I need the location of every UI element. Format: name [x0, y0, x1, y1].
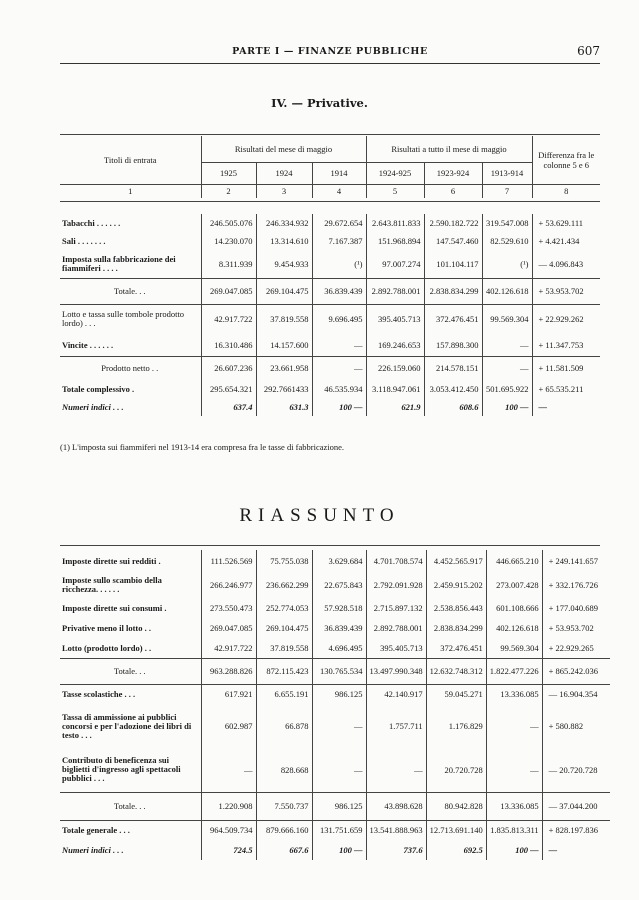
group-cumulative: Risultati a tutto il mese di maggio [366, 136, 532, 162]
value-cell: 1.176.829 [426, 704, 486, 748]
col-number: 6 [424, 184, 482, 198]
value-cell: 4.452.565.917 [426, 550, 486, 572]
value-cell: 872.115.423 [256, 658, 312, 684]
value-cell: 2.590.182.722 [424, 214, 482, 232]
difference-cell: — [542, 840, 610, 860]
col-number: 8 [532, 184, 600, 198]
difference-cell: — 20.720.728 [542, 748, 610, 792]
value-cell: 236.662.299 [256, 572, 312, 598]
value-cell: 986.125 [312, 684, 366, 704]
value-cell: 963.288.826 [201, 658, 256, 684]
value-cell: 608.6 [424, 398, 482, 416]
table-row [60, 820, 610, 840]
value-cell: 252.774.053 [256, 598, 312, 618]
table-row [60, 840, 610, 860]
value-cell: 1.822.477.226 [486, 658, 542, 684]
value-cell: 97.007.274 [366, 250, 424, 278]
difference-cell: + 22.929.265 [542, 638, 610, 658]
value-cell: 292.7661433 [256, 380, 312, 398]
value-cell: 82.529.610 [482, 232, 532, 250]
col-difference: Differenza fra le colonne 5 e 6 [532, 136, 600, 184]
value-cell: 667.6 [256, 840, 312, 860]
value-cell: 101.104.117 [424, 250, 482, 278]
col-number: 3 [256, 184, 312, 198]
value-cell: 879.666.160 [256, 820, 312, 840]
value-cell: 2.715.897.132 [366, 598, 426, 618]
value-cell: 7.550.737 [256, 792, 312, 820]
value-cell: 1.220.908 [201, 792, 256, 820]
row-label: Privative meno il lotto . . [62, 623, 151, 633]
value-cell: 100 — [312, 840, 366, 860]
privative-table [60, 214, 600, 416]
value-cell: — [312, 334, 366, 356]
value-cell: 59.045.271 [426, 684, 486, 704]
value-cell: 42.917.722 [201, 638, 256, 658]
value-cell: 402.126.618 [486, 618, 542, 638]
value-cell: — [312, 356, 366, 380]
value-cell: 147.547.460 [424, 232, 482, 250]
value-cell: 214.578.151 [424, 356, 482, 380]
value-cell: 3.118.947.061 [366, 380, 424, 398]
table-row [60, 278, 600, 304]
value-cell: (¹) [482, 250, 532, 278]
row-label: Tassa di ammissione ai pubblici concorsi e per l'adozione dei libri di testo . . . [62, 711, 192, 740]
value-cell: 16.310.486 [201, 334, 256, 356]
row-label: Lotto e tassa sulle tombole prodotto lordo) . . . [60, 304, 201, 334]
difference-cell: + 11.347.753 [532, 334, 600, 356]
value-cell: 226.159.060 [366, 356, 424, 380]
value-cell: 12.713.691.140 [426, 820, 486, 840]
table-row [60, 598, 610, 618]
value-cell: 13.497.990.348 [366, 658, 426, 684]
value-cell: 100 — [312, 398, 366, 416]
value-cell: — [312, 748, 366, 792]
year-head: 1924 [256, 162, 312, 184]
value-cell: 75.755.038 [256, 550, 312, 572]
value-cell: 372.476.451 [424, 304, 482, 334]
year-head: 1913-914 [482, 162, 532, 184]
value-cell: 446.665.210 [486, 550, 542, 572]
difference-cell: + 53.629.111 [532, 214, 600, 232]
difference-cell: — 4.096.843 [532, 250, 600, 278]
value-cell: 621.9 [366, 398, 424, 416]
riassunto-table [60, 550, 610, 860]
value-cell: 13.336.085 [486, 684, 542, 704]
value-cell: 100 — [482, 398, 532, 416]
value-cell: 395.405.713 [366, 638, 426, 658]
value-cell: 13.314.610 [256, 232, 312, 250]
row-label: Totale complessivo . [62, 384, 135, 394]
year-head: 1925 [201, 162, 256, 184]
year-head: 1923-924 [424, 162, 482, 184]
value-cell: 43.898.628 [366, 792, 426, 820]
row-label: Imposte dirette sui consumi . [62, 603, 167, 613]
value-cell: 7.167.387 [312, 232, 366, 250]
row-label: Totale. . . [60, 792, 201, 820]
header-top-rule [60, 134, 600, 135]
table-row [60, 304, 600, 334]
value-cell: — [366, 748, 426, 792]
running-title: PARTE I — FINANZE PUBBLICHE [232, 46, 428, 57]
value-cell: 269.104.475 [256, 618, 312, 638]
value-cell: 273.550.473 [201, 598, 256, 618]
table-row [60, 792, 610, 820]
table-row [60, 250, 600, 278]
value-cell: 2.838.834.299 [426, 618, 486, 638]
difference-cell: + 22.929.262 [532, 304, 600, 334]
value-cell: 273.007.428 [486, 572, 542, 598]
row-label: Lotto (prodotto lordo) . . [62, 642, 152, 653]
value-cell: 3.629.684 [312, 550, 366, 572]
row-label: Tabacchi . . . . . . [62, 218, 121, 228]
value-cell: 2.643.811.833 [366, 214, 424, 232]
value-cell: 100 — [486, 840, 542, 860]
col-number: 7 [482, 184, 532, 198]
page-number: 607 [577, 44, 600, 58]
year-head: 1924-925 [366, 162, 424, 184]
row-label: Prodotto netto . . [60, 356, 201, 380]
value-cell: 169.246.653 [366, 334, 424, 356]
col-label-title: Titoli di entrata [103, 154, 157, 165]
value-cell: 26.607.236 [201, 356, 256, 380]
value-cell: 3.053.412.450 [424, 380, 482, 398]
footnote: (1) L'imposta sui fiammiferi nel 1913-14 era compresa fra le tasse di fabbricazione. [60, 442, 345, 452]
value-cell: — [482, 334, 532, 356]
row-label: Numeri indici . . . [62, 845, 124, 855]
value-cell: 631.3 [256, 398, 312, 416]
difference-cell: — 16.904.354 [542, 684, 610, 704]
value-cell: 6.655.191 [256, 684, 312, 704]
difference-cell: + 828.197.836 [542, 820, 610, 840]
difference-cell: + 11.581.509 [532, 356, 600, 380]
value-cell: 319.547.008 [482, 214, 532, 232]
table-row [60, 684, 610, 704]
row-label: Imposta sulla fabbricazione dei fiammiferi . . . . [62, 253, 176, 273]
value-cell: 23.661.958 [256, 356, 312, 380]
table-row [60, 356, 600, 380]
page-header [60, 46, 600, 62]
row-label: Contributo di beneficenza sui biglietti d'ingresso agli spettacoli pubblici . . . [62, 755, 181, 784]
row-label: Imposte sullo scambio della ricchezza. . . . . . [62, 575, 162, 594]
value-cell: 737.6 [366, 840, 426, 860]
value-cell: 42.917.722 [201, 304, 256, 334]
year-head: 1914 [312, 162, 366, 184]
header-rule [60, 63, 600, 64]
row-label: Totale. . . [60, 658, 201, 684]
value-cell: 4.696.495 [312, 638, 366, 658]
value-cell: 14.230.070 [201, 232, 256, 250]
difference-cell: + 332.176.726 [542, 572, 610, 598]
col-number: 2 [201, 184, 256, 198]
row-label: Imposte dirette sui redditi . [62, 556, 161, 566]
value-cell: 46.535.934 [312, 380, 366, 398]
value-cell: 2.538.856.443 [426, 598, 486, 618]
value-cell: 151.968.894 [366, 232, 424, 250]
row-label: Vincite . . . . . . [62, 339, 114, 350]
difference-cell: — 37.044.200 [542, 792, 610, 820]
value-cell: 42.140.917 [366, 684, 426, 704]
value-cell: 4.701.708.574 [366, 550, 426, 572]
value-cell: 246.334.932 [256, 214, 312, 232]
value-cell: (¹) [312, 250, 366, 278]
value-cell: 986.125 [312, 792, 366, 820]
table-row [60, 380, 600, 398]
value-cell: 37.819.558 [256, 304, 312, 334]
value-cell: 269.047.085 [201, 618, 256, 638]
value-cell: 57.928.518 [312, 598, 366, 618]
value-cell: 2.459.915.202 [426, 572, 486, 598]
table-row [60, 572, 610, 598]
value-cell: — [312, 704, 366, 748]
value-cell: 36.839.439 [312, 278, 366, 304]
row-label: Sali . . . . . . . [62, 236, 106, 246]
value-cell: 14.157.600 [256, 334, 312, 356]
value-cell: 37.819.558 [256, 638, 312, 658]
row-label: Totale generale . . . [60, 820, 201, 840]
value-cell: 22.675.843 [312, 572, 366, 598]
value-cell: 395.405.713 [366, 304, 424, 334]
value-cell: 99.569.304 [486, 638, 542, 658]
value-cell: 266.246.977 [201, 572, 256, 598]
value-cell: 36.839.439 [312, 618, 366, 638]
value-cell: 13.336.085 [486, 792, 542, 820]
col-number: 5 [366, 184, 424, 198]
difference-cell: + 580.882 [542, 704, 610, 748]
value-cell: 617.921 [201, 684, 256, 704]
value-cell: 9.454.933 [256, 250, 312, 278]
table-row [60, 748, 610, 792]
table-row [60, 704, 610, 748]
difference-cell: + 53.953.702 [532, 278, 600, 304]
value-cell: — [486, 704, 542, 748]
value-cell: 295.654.321 [201, 380, 256, 398]
value-cell: 2.892.788.001 [366, 618, 426, 638]
value-cell: 8.311.939 [201, 250, 256, 278]
value-cell: 2.792.091.928 [366, 572, 426, 598]
value-cell: 724.5 [201, 840, 256, 860]
value-cell: — [482, 356, 532, 380]
col-number: 1 [128, 186, 133, 197]
value-cell: 372.476.451 [426, 638, 486, 658]
table-row [60, 638, 610, 658]
column-header [60, 136, 600, 198]
value-cell: 111.526.569 [201, 550, 256, 572]
value-cell: 828.668 [256, 748, 312, 792]
table-row [60, 214, 600, 232]
row-label: Numeri indici . . . [62, 402, 124, 412]
value-cell: 130.765.534 [312, 658, 366, 684]
riassunto-title: RIASSUNTO [239, 505, 400, 526]
riassunto-top-rule [60, 545, 600, 546]
value-cell: 9.696.495 [312, 304, 366, 334]
value-cell: 501.695.922 [482, 380, 532, 398]
value-cell: 692.5 [426, 840, 486, 860]
value-cell: 99.569.304 [482, 304, 532, 334]
header-bottom-rule [60, 201, 600, 202]
col-number: 4 [312, 184, 366, 198]
value-cell: 1.757.711 [366, 704, 426, 748]
value-cell: — [486, 748, 542, 792]
difference-cell: — [532, 398, 600, 416]
table-row [60, 658, 610, 684]
difference-cell: + 249.141.657 [542, 550, 610, 572]
value-cell: 402.126.618 [482, 278, 532, 304]
difference-cell: + 53.953.702 [542, 618, 610, 638]
value-cell: — [201, 748, 256, 792]
group-month: Risultati del mese di maggio [201, 136, 366, 162]
difference-cell: + 4.421.434 [532, 232, 600, 250]
difference-cell: + 177.040.689 [542, 598, 610, 618]
difference-cell: + 865.242.036 [542, 658, 610, 684]
row-label: Tasse scolastiche . . . [60, 684, 201, 704]
value-cell: 13.541.888.963 [366, 820, 426, 840]
value-cell: 269.104.475 [256, 278, 312, 304]
value-cell: 637.4 [201, 398, 256, 416]
value-cell: 269.047.085 [201, 278, 256, 304]
value-cell: 66.878 [256, 704, 312, 748]
difference-cell: + 65.535.211 [532, 380, 600, 398]
value-cell: 157.898.300 [424, 334, 482, 356]
value-cell: 80.942.828 [426, 792, 486, 820]
section-title: IV. — Privative. [271, 96, 368, 110]
table-row [60, 618, 610, 638]
value-cell: 20.720.728 [426, 748, 486, 792]
value-cell: 12.632.748.312 [426, 658, 486, 684]
table-row [60, 334, 600, 356]
value-cell: 2.838.834.299 [424, 278, 482, 304]
table-row [60, 398, 600, 416]
value-cell: 601.108.666 [486, 598, 542, 618]
value-cell: 29.672.654 [312, 214, 366, 232]
value-cell: 2.892.788.001 [366, 278, 424, 304]
row-label: Totale. . . [60, 278, 201, 304]
value-cell: 131.751.659 [312, 820, 366, 840]
value-cell: 964.509.734 [201, 820, 256, 840]
value-cell: 1.835.813.311 [486, 820, 542, 840]
table-row [60, 550, 610, 572]
value-cell: 246.505.076 [201, 214, 256, 232]
value-cell: 602.987 [201, 704, 256, 748]
table-row [60, 232, 600, 250]
